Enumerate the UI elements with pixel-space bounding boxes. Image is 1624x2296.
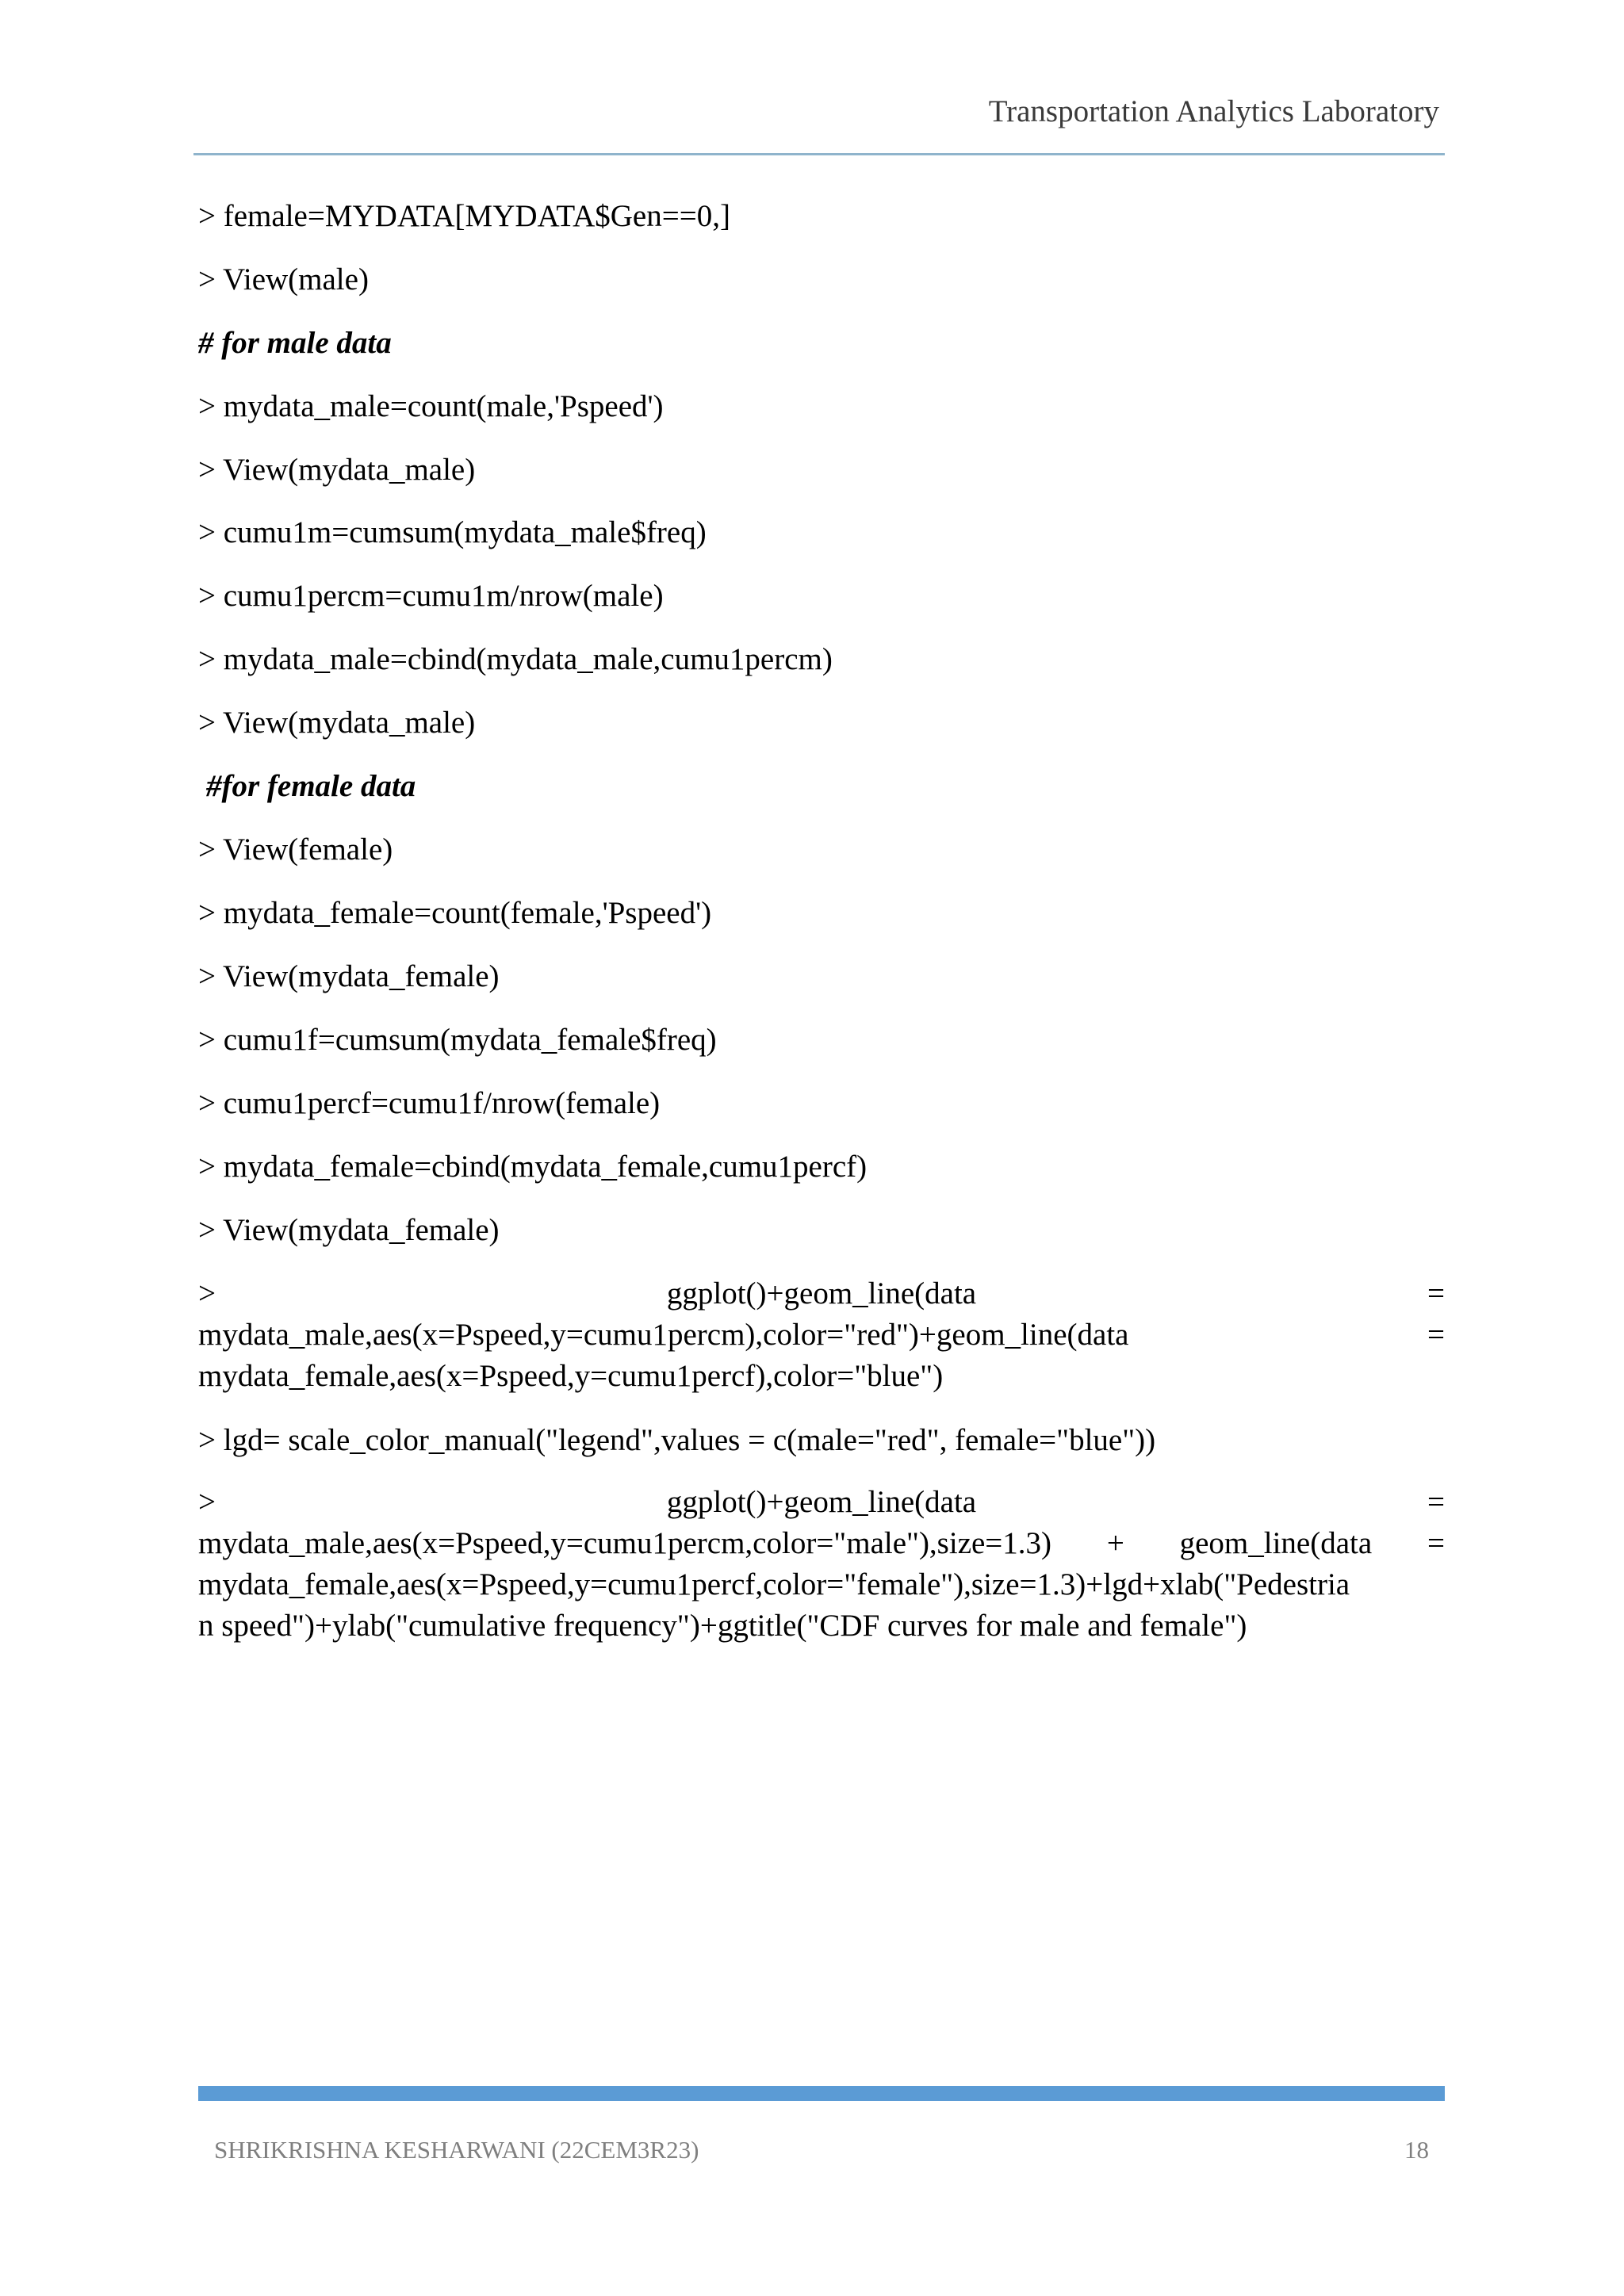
code-fragment: = — [1427, 1526, 1445, 1560]
code-fragment: n speed")+ylab("cumulative frequency")+ggtitle("CDF curves for male and female") — [198, 1609, 1247, 1643]
code-line: > mydata_female=cbind(mydata_female,cumu1percf) — [198, 1150, 868, 1184]
code-fragment: + — [1106, 1526, 1124, 1560]
section-comment: # for male data — [198, 326, 392, 360]
code-line: > mydata_female=count(female,'Pspeed') — [198, 896, 712, 930]
prompt-symbol: > — [198, 1276, 216, 1311]
section-comment: #for female data — [206, 769, 416, 803]
page-header-title: Transportation Analytics Laboratory — [988, 94, 1439, 128]
code-line: > cumu1percf=cumu1f/nrow(female) — [198, 1086, 661, 1120]
code-fragment: mydata_male,aes(x=Pspeed,y=cumu1percm),color="red")+geom_line(data — [198, 1318, 1129, 1352]
ggplot-command-1 — [198, 1273, 1445, 1397]
code-fragment: ggplot()+geom_line(data — [666, 1485, 977, 1519]
page-number: 18 — [1404, 2136, 1429, 2164]
code-line: > cumu1m=cumsum(mydata_male$freq) — [198, 515, 707, 549]
code-line: > View(mydata_female) — [198, 959, 500, 993]
code-fragment: mydata_female,aes(x=Pspeed,y=cumu1percf,color="female"),size=1.3)+lgd+xlab("Pedestria — [198, 1567, 1350, 1601]
code-line: > View(male) — [198, 262, 369, 297]
footer-divider-bar — [198, 2086, 1445, 2101]
code-fragment: mydata_male,aes(x=Pspeed,y=cumu1percm,color="male"),size=1.3) — [198, 1526, 1052, 1560]
code-fragment: = — [1427, 1485, 1445, 1519]
code-line: > View(mydata_male) — [198, 453, 476, 487]
code-line: > cumu1percm=cumu1m/nrow(male) — [198, 579, 664, 613]
code-fragment: geom_line(data — [1179, 1526, 1373, 1560]
code-line: > View(mydata_male) — [198, 706, 476, 740]
prompt-symbol: > — [198, 1485, 216, 1519]
ggplot-command-2 — [198, 1482, 1445, 1647]
code-line: > cumu1f=cumsum(mydata_female$freq) — [198, 1023, 717, 1057]
code-fragment: ggplot()+geom_line(data — [666, 1276, 977, 1311]
code-line: > mydata_male=count(male,'Pspeed') — [198, 389, 664, 423]
footer-author: SHRIKRISHNA KESHARWANI (22CEM3R23) — [214, 2136, 699, 2164]
header-divider — [193, 153, 1445, 155]
code-line: > View(female) — [198, 832, 393, 867]
code-line: > mydata_male=cbind(mydata_male,cumu1percm) — [198, 642, 833, 676]
code-line: > female=MYDATA[MYDATA$Gen==0,] — [198, 199, 730, 233]
code-line: > lgd= scale_color_manual("legend",values = c(male="red", female="blue")) — [198, 1423, 1156, 1457]
code-fragment: = — [1427, 1276, 1445, 1311]
code-fragment: mydata_female,aes(x=Pspeed,y=cumu1percf),color="blue") — [198, 1359, 944, 1393]
code-fragment: = — [1427, 1318, 1445, 1352]
code-line: > View(mydata_female) — [198, 1213, 500, 1247]
